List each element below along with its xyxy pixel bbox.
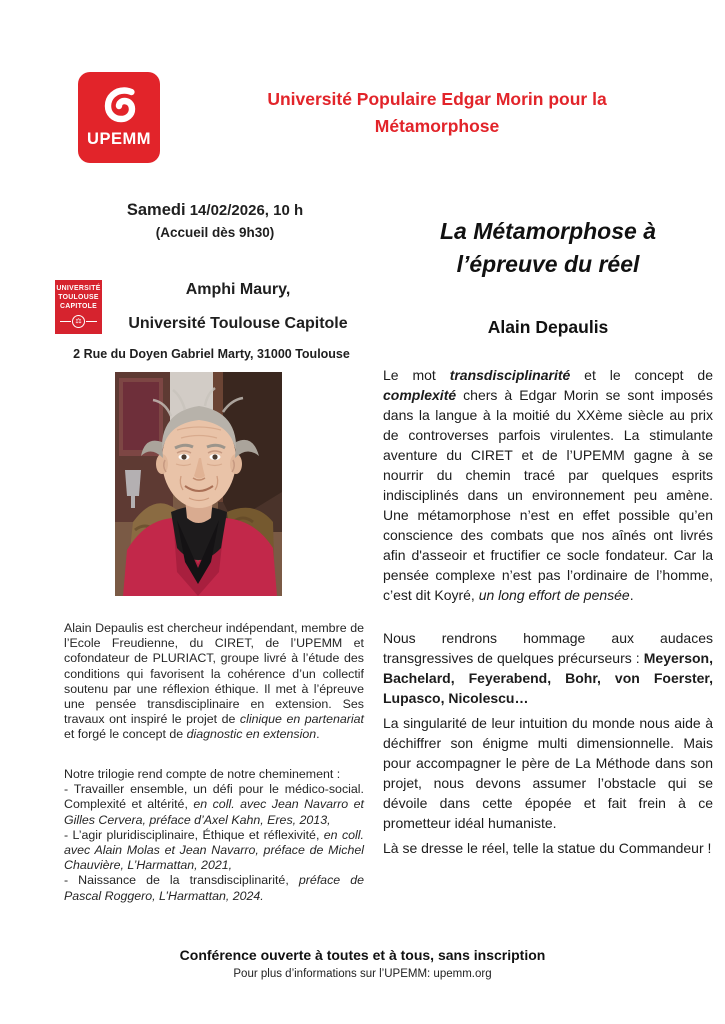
utc-logo-line3: CAPITOLE — [59, 302, 98, 310]
venue-block — [108, 281, 368, 333]
talk-title — [383, 215, 713, 281]
event-date-block — [62, 201, 368, 240]
event-datetime: 14/02/2026, 10 h — [185, 202, 304, 219]
venue-hall: Amphi Maury, — [185, 281, 291, 298]
page-title — [248, 86, 626, 140]
talk-paragraph-3: La singularité de leur intuition du monde nous aide à déchiffrer son énigme multi dimensionnelle. Mais pour accompagner le père de La Méthode dans son projet, nous devons assumer l’obstacle qui se dévoile dans cette épopée et fait frein à ce prometteur idéal humaniste. — [383, 715, 713, 831]
utc-emblem-icon: ⚖ — [55, 315, 102, 328]
trilogy-section — [64, 767, 364, 904]
venue-university: Université Toulouse Capitole — [128, 315, 348, 332]
trilogy-item-3: - Naissance de la transdisciplinarité, préface de Pascal Roggero, L’Harmattan, 2024. — [64, 873, 364, 903]
trilogy-intro: Notre trilogie rend compte de notre cheminement : — [64, 767, 341, 781]
venue-address: 2 Rue du Doyen Gabriel Marty, 31000 Toulouse — [73, 347, 350, 361]
event-day: Samedi — [126, 201, 186, 219]
talk-paragraph-4: Là se dresse le réel, telle la statue du Commandeur ! — [383, 840, 712, 856]
talk-title-line2: l’épreuve du réel — [456, 251, 640, 277]
upemm-logo-label: UPEMM — [87, 130, 151, 148]
footer-open-invitation: Conférence ouverte à toutes et à tous, sans inscription — [179, 947, 546, 963]
speaker-bio: Alain Depaulis est chercheur indépendant, membre de l’Ecole Freudienne, du CIRET, de l’UPEMM et cofondateur de PLURIACT, groupe livré à l’étude des conditions qui favorisent la cohérence d’un collectif soutenu par une réflexion éthique. Il met à l’épreuve une pensée transdisciplinaire en extension. Ses travaux ont inspiré le projet de clinique en partenariat et forgé le concept de diagnostic en extension. — [64, 621, 364, 742]
portrait-photo — [115, 372, 282, 596]
footer-info-line: Pour plus d’informations sur l’UPEMM: upemm.org — [233, 968, 492, 980]
utc-logo-line1: UNIVERSITÉ — [56, 285, 101, 292]
talk-body — [383, 365, 713, 858]
footer — [0, 947, 725, 980]
event-date — [62, 201, 368, 220]
speaker-name: Alain Depaulis — [487, 317, 609, 337]
spiral-icon — [94, 81, 144, 129]
utc-logo-line2: TOULOUSE — [58, 293, 99, 301]
page-title-line2: Métamorphose — [374, 116, 500, 137]
talk-title-line1: La Métamorphose à — [440, 218, 656, 244]
talk-paragraph-2: Nous rendrons hommage aux audaces transgressives de quelques précurseurs : Meyerson, Bachelard, Feyerabend, Bohr, von Foerster, Lupasco, Nicolescu… — [383, 630, 713, 706]
trilogy-item-1: - Travailler ensemble, un défi pour le médico-social. Complexité et altérité, en coll. avec Jean Navarro et Gilles Cervera, préface d’Axel Kahn, Eres, 2013, — [64, 782, 364, 827]
talk-section — [383, 215, 713, 858]
talk-paragraph-1: Le mot transdisciplinarité et le concept de complexité chers à Edgar Morin se sont imposés dans la langue à la moitié du XXème siècle au prix de controverses parfois virulentes. La stimulante aventure du CIRET et de l’UPEMM gagne à se nourrir du chemin tracé par quelques esprits indisciplinés dans un environnement peu amène. Une métamorphose n’est en effet possible qu’en conscience des combats que nos aînés ont livrés afin d'asseoir et fructifier ce socle fondateur. Car la pensée complexe n’est pas l’ordinaire de l’homme, c’est dit Koyré, un long effort de pensée. — [383, 367, 713, 603]
trilogy-item-2: - L’agir pluridisciplinaire, Éthique et réflexivité, en coll. avec Alain Molas et Jean Navarro, préface de Michel Chauvière, L’Harmattan, 2021, — [64, 827, 364, 873]
event-accueil: (Accueil dès 9h30) — [155, 225, 275, 240]
upemm-logo — [78, 72, 160, 163]
utc-logo — [55, 280, 102, 334]
page-title-line1: Université Populaire Edgar Morin pour la — [267, 89, 607, 109]
